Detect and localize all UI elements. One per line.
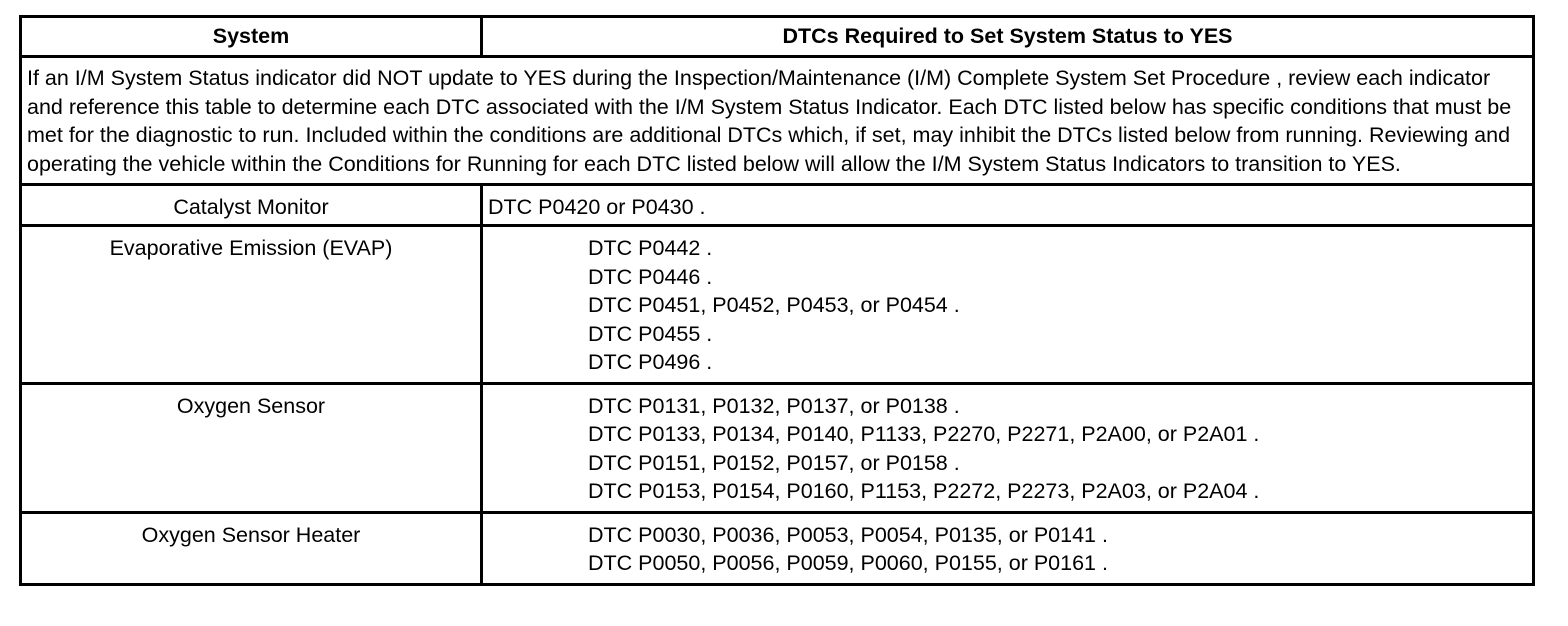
intro-row [21, 57, 1534, 185]
dtc-line: DTC P0442 . [588, 236, 713, 260]
dtc-requirements-table [19, 15, 1535, 586]
dtc-line: DTC P0446 . [588, 264, 713, 289]
dtc-table-container [19, 15, 1535, 586]
column-header-system: System [21, 17, 482, 57]
dtc-line: DTC P0455 . [588, 321, 713, 346]
dtc-cell-evap [482, 226, 1534, 384]
table-row [21, 383, 1534, 512]
system-name-oxygen-sensor: Oxygen Sensor [21, 383, 482, 512]
system-name-oxygen-sensor-heater: Oxygen Sensor Heater [21, 512, 482, 584]
dtc-line: DTC P0151, P0152, P0157, or P0158 . [588, 450, 960, 475]
dtc-cell-oxygen-sensor-heater [482, 512, 1534, 584]
dtc-line: DTC P0030, P0036, P0053, P0054, P0135, or P0141 . [588, 522, 1108, 547]
dtc-line: DTC P0496 . [588, 350, 713, 374]
dtc-cell-catalyst-monitor [482, 185, 1534, 226]
table-header-row [21, 17, 1534, 57]
dtc-line: DTC P0420 or P0430 . [488, 195, 706, 219]
dtc-line: DTC P0131, P0132, P0137, or P0138 . [588, 393, 960, 418]
intro-text: If an I/M System Status indicator did NOT update to YES during the Inspection/Maintenance (I/M) Complete System Set Procedure , review each indicator and reference this table to determine each DTC associated with the I/M System Status Indicator. Each DTC listed below has specific conditions that must be met for the diagnostic to run. Included within the conditions are additional DTCs which, if set, may inhibit the DTCs listed below from running. Reviewing and operating the vehicle within the Conditions for Running for each DTC listed below will allow the I/M System Status Indicators to transition to YES. [21, 57, 1534, 185]
dtc-line: DTC P0050, P0056, P0059, P0060, P0155, or P0161 . [588, 551, 1108, 575]
dtc-cell-oxygen-sensor [482, 383, 1534, 512]
table-row [21, 226, 1534, 384]
dtc-line: DTC P0133, P0134, P0140, P1133, P2270, P2271, P2A00, or P2A01 . [588, 422, 1260, 446]
system-name-evap: Evaporative Emission (EVAP) [21, 226, 482, 384]
dtc-line: DTC P0451, P0452, P0453, or P0454 . [588, 293, 960, 317]
table-row [21, 512, 1534, 584]
system-name-catalyst-monitor: Catalyst Monitor [21, 185, 482, 226]
table-row [21, 185, 1534, 226]
column-header-dtcs: DTCs Required to Set System Status to YES [482, 17, 1534, 57]
dtc-line: DTC P0153, P0154, P0160, P1153, P2272, P2273, P2A03, or P2A04 . [588, 479, 1260, 503]
